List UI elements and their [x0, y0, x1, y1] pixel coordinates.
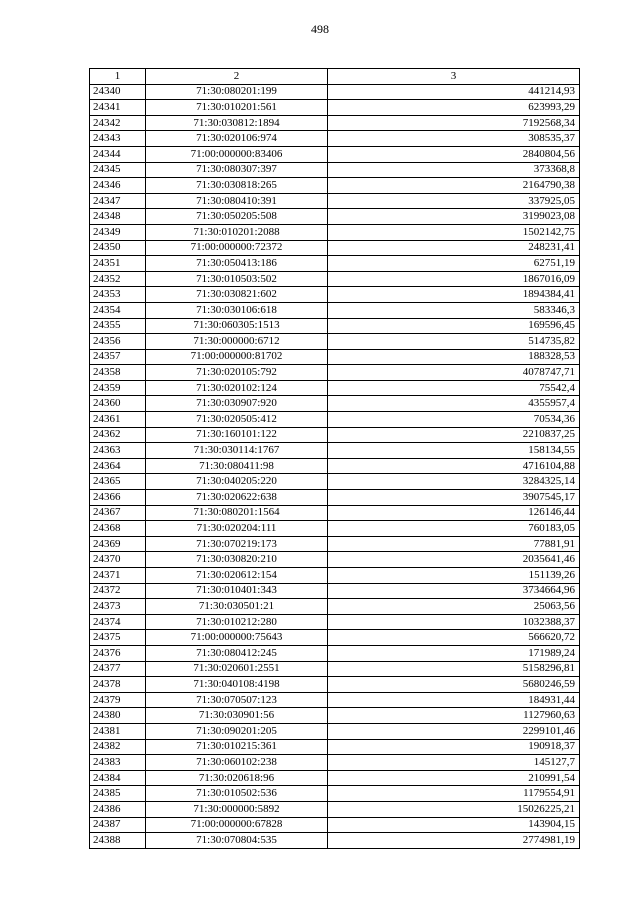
cadastral-number-cell: 71:30:040205:220 [146, 474, 328, 490]
table-row [90, 536, 580, 552]
row-number-cell: 24352 [90, 271, 146, 287]
cadastral-value-cell: 3284325,14 [328, 474, 580, 490]
cadastral-value-cell: 5158296,81 [328, 661, 580, 677]
row-number-cell: 24367 [90, 505, 146, 521]
cadastral-number-cell: 71:00:000000:75643 [146, 630, 328, 646]
table-row [90, 162, 580, 178]
cadastral-number-cell: 71:30:010215:361 [146, 739, 328, 755]
cadastral-number-cell: 71:30:050413:186 [146, 256, 328, 272]
cadastral-value-cell: 75542,4 [328, 380, 580, 396]
row-number-cell: 24387 [90, 817, 146, 833]
row-number-cell: 24350 [90, 240, 146, 256]
cadastral-number-cell: 71:30:020612:154 [146, 568, 328, 584]
cadastral-value-cell: 77881,91 [328, 536, 580, 552]
cadastral-value-cell: 337925,05 [328, 193, 580, 209]
row-number-cell: 24356 [90, 334, 146, 350]
row-number-cell: 24377 [90, 661, 146, 677]
cadastral-number-cell: 71:30:080201:1564 [146, 505, 328, 521]
cadastral-number-cell: 71:30:070507:123 [146, 692, 328, 708]
table-row [90, 474, 580, 490]
cadastral-value-cell: 248231,41 [328, 240, 580, 256]
row-number-cell: 24369 [90, 536, 146, 552]
cadastral-value-cell: 1127960,63 [328, 708, 580, 724]
cadastral-number-cell: 71:30:020622:638 [146, 490, 328, 506]
cadastral-value-cell: 70534,36 [328, 412, 580, 428]
cadastral-value-cell: 151139,26 [328, 568, 580, 584]
cadastral-number-cell: 71:30:020204:111 [146, 521, 328, 537]
cadastral-value-cell: 1179554,91 [328, 786, 580, 802]
cadastral-number-cell: 71:30:030106:618 [146, 302, 328, 318]
row-number-cell: 24359 [90, 380, 146, 396]
table-row [90, 84, 580, 100]
row-number-cell: 24344 [90, 146, 146, 162]
row-number-cell: 24378 [90, 677, 146, 693]
table-row [90, 131, 580, 147]
cadastral-value-cell: 441214,93 [328, 84, 580, 100]
cadastral-value-cell: 7192568,34 [328, 115, 580, 131]
table-row [90, 708, 580, 724]
cadastral-value-cell: 188328,53 [328, 349, 580, 365]
table-row [90, 599, 580, 615]
cadastral-value-cell: 2210837,25 [328, 427, 580, 443]
cadastral-number-cell: 71:30:020102:124 [146, 380, 328, 396]
cadastral-value-cell: 2164790,38 [328, 178, 580, 194]
cadastral-value-cell: 190918,37 [328, 739, 580, 755]
row-number-cell: 24373 [90, 599, 146, 615]
row-number-cell: 24349 [90, 224, 146, 240]
row-number-cell: 24383 [90, 755, 146, 771]
row-number-cell: 24353 [90, 287, 146, 303]
cadastral-value-cell: 583346,3 [328, 302, 580, 318]
row-number-cell: 24386 [90, 801, 146, 817]
cadastral-value-cell: 184931,44 [328, 692, 580, 708]
cadastral-value-cell: 1032388,37 [328, 614, 580, 630]
row-number-cell: 24381 [90, 723, 146, 739]
cadastral-number-cell: 71:30:030901:56 [146, 708, 328, 724]
row-number-cell: 24342 [90, 115, 146, 131]
cadastral-number-cell: 71:30:000000:6712 [146, 334, 328, 350]
table-row [90, 552, 580, 568]
cadastral-number-cell: 71:30:030820:210 [146, 552, 328, 568]
cadastral-number-cell: 71:30:030812:1894 [146, 115, 328, 131]
cadastral-value-cell: 3907545,17 [328, 490, 580, 506]
cadastral-number-cell: 71:30:020505:412 [146, 412, 328, 428]
row-number-cell: 24384 [90, 770, 146, 786]
row-number-cell: 24340 [90, 84, 146, 100]
table-header [90, 69, 580, 85]
table-row [90, 661, 580, 677]
table-row [90, 692, 580, 708]
cadastral-number-cell: 71:30:080412:245 [146, 645, 328, 661]
cadastral-value-cell: 1502142,75 [328, 224, 580, 240]
cadastral-value-cell: 2840804,56 [328, 146, 580, 162]
cadastral-number-cell: 71:30:030907:920 [146, 396, 328, 412]
cadastral-number-cell: 71:30:030818:265 [146, 178, 328, 194]
cadastral-number-cell: 71:00:000000:67828 [146, 817, 328, 833]
cadastral-number-cell: 71:00:000000:83406 [146, 146, 328, 162]
table-body [90, 84, 580, 848]
cadastral-value-cell: 169596,45 [328, 318, 580, 334]
table-row [90, 193, 580, 209]
cadastral-value-cell: 760183,05 [328, 521, 580, 537]
row-number-cell: 24348 [90, 209, 146, 225]
cadastral-number-cell: 71:30:050205:508 [146, 209, 328, 225]
table-row [90, 271, 580, 287]
cadastral-value-cell: 566620,72 [328, 630, 580, 646]
row-number-cell: 24370 [90, 552, 146, 568]
cadastral-number-cell: 71:30:010503:502 [146, 271, 328, 287]
row-number-cell: 24380 [90, 708, 146, 724]
row-number-cell: 24374 [90, 614, 146, 630]
table-row [90, 677, 580, 693]
table-row [90, 302, 580, 318]
row-number-cell: 24382 [90, 739, 146, 755]
table-header-row [90, 69, 580, 85]
row-number-cell: 24379 [90, 692, 146, 708]
cadastral-value-cell: 4716104,88 [328, 458, 580, 474]
cadastral-value-cell: 5680246,59 [328, 677, 580, 693]
cadastral-value-cell: 145127,7 [328, 755, 580, 771]
table-row [90, 100, 580, 116]
table-row [90, 224, 580, 240]
cadastral-value-cell: 143904,15 [328, 817, 580, 833]
row-number-cell: 24345 [90, 162, 146, 178]
cadastral-value-cell: 15026225,21 [328, 801, 580, 817]
cadastral-number-cell: 71:30:000000:5892 [146, 801, 328, 817]
cadastral-number-cell: 71:30:070219:173 [146, 536, 328, 552]
cadastral-number-cell: 71:30:080307:397 [146, 162, 328, 178]
cadastral-value-cell: 25063,56 [328, 599, 580, 615]
cadastral-number-cell: 71:30:030501:21 [146, 599, 328, 615]
cadastral-number-cell: 71:30:020106:974 [146, 131, 328, 147]
cadastral-number-cell: 71:30:080410:391 [146, 193, 328, 209]
cadastral-value-cell: 4078747,71 [328, 365, 580, 381]
table-row [90, 505, 580, 521]
row-number-cell: 24388 [90, 833, 146, 849]
table-row [90, 443, 580, 459]
table-row [90, 365, 580, 381]
table-row [90, 521, 580, 537]
cadastral-number-cell: 71:30:020601:2551 [146, 661, 328, 677]
table-row [90, 146, 580, 162]
cadastral-number-cell: 71:30:080201:199 [146, 84, 328, 100]
table-row [90, 630, 580, 646]
table-row [90, 334, 580, 350]
cadastral-value-cell: 3199023,08 [328, 209, 580, 225]
table-row [90, 723, 580, 739]
row-number-cell: 24354 [90, 302, 146, 318]
cadastral-number-cell: 71:30:090201:205 [146, 723, 328, 739]
row-number-cell: 24371 [90, 568, 146, 584]
table-row [90, 739, 580, 755]
cadastral-number-cell: 71:00:000000:72372 [146, 240, 328, 256]
cadastral-value-cell: 1867016,09 [328, 271, 580, 287]
cadastral-value-cell: 171989,24 [328, 645, 580, 661]
table-row [90, 755, 580, 771]
cadastral-number-cell: 71:30:010201:561 [146, 100, 328, 116]
table-row [90, 786, 580, 802]
row-number-cell: 24368 [90, 521, 146, 537]
row-number-cell: 24346 [90, 178, 146, 194]
table-row [90, 178, 580, 194]
row-number-cell: 24385 [90, 786, 146, 802]
cadastral-number-cell: 71:30:010502:536 [146, 786, 328, 802]
cadastral-value-cell: 4355957,4 [328, 396, 580, 412]
cadastral-value-cell: 373368,8 [328, 162, 580, 178]
cadastral-number-cell: 71:30:040108:4198 [146, 677, 328, 693]
row-number-cell: 24363 [90, 443, 146, 459]
cadastral-value-cell: 2035641,46 [328, 552, 580, 568]
table-row [90, 287, 580, 303]
table-row [90, 801, 580, 817]
cadastral-number-cell: 71:30:060102:238 [146, 755, 328, 771]
table-row [90, 412, 580, 428]
table-row [90, 209, 580, 225]
cadastral-value-cell: 158134,55 [328, 443, 580, 459]
column-header-1: 1 [90, 69, 146, 85]
cadastral-number-cell: 71:00:000000:81702 [146, 349, 328, 365]
table-row [90, 458, 580, 474]
table-row [90, 770, 580, 786]
column-header-2: 2 [146, 69, 328, 85]
cadastral-number-cell: 71:30:010201:2088 [146, 224, 328, 240]
table-row [90, 427, 580, 443]
row-number-cell: 24365 [90, 474, 146, 490]
cadastral-value-cell: 126146,44 [328, 505, 580, 521]
table-row [90, 256, 580, 272]
row-number-cell: 24364 [90, 458, 146, 474]
cadastral-number-cell: 71:30:010401:343 [146, 583, 328, 599]
row-number-cell: 24347 [90, 193, 146, 209]
cadastral-value-cell: 2774981,19 [328, 833, 580, 849]
row-number-cell: 24372 [90, 583, 146, 599]
table-row [90, 645, 580, 661]
table-row [90, 396, 580, 412]
row-number-cell: 24355 [90, 318, 146, 334]
table-row [90, 349, 580, 365]
row-number-cell: 24376 [90, 645, 146, 661]
cadastral-number-cell: 71:30:030114:1767 [146, 443, 328, 459]
cadastral-number-cell: 71:30:020105:792 [146, 365, 328, 381]
row-number-cell: 24366 [90, 490, 146, 506]
row-number-cell: 24375 [90, 630, 146, 646]
table-row [90, 240, 580, 256]
row-number-cell: 24343 [90, 131, 146, 147]
column-header-3: 3 [328, 69, 580, 85]
row-number-cell: 24351 [90, 256, 146, 272]
cadastral-number-cell: 71:30:070804:535 [146, 833, 328, 849]
cadastral-number-cell: 71:30:160101:122 [146, 427, 328, 443]
cadastral-value-cell: 3734664,96 [328, 583, 580, 599]
cadastral-number-cell: 71:30:080411:98 [146, 458, 328, 474]
table-row [90, 318, 580, 334]
cadastral-value-cell: 623993,29 [328, 100, 580, 116]
table-row [90, 115, 580, 131]
table-row [90, 817, 580, 833]
table-row [90, 490, 580, 506]
row-number-cell: 24362 [90, 427, 146, 443]
table-row [90, 833, 580, 849]
page-number: 498 [311, 22, 329, 36]
cadastral-number-cell: 71:30:060305:1513 [146, 318, 328, 334]
cadastral-number-cell: 71:30:030821:602 [146, 287, 328, 303]
cadastral-value-table [89, 68, 580, 849]
row-number-cell: 24360 [90, 396, 146, 412]
cadastral-value-cell: 1894384,41 [328, 287, 580, 303]
cadastral-value-cell: 2299101,46 [328, 723, 580, 739]
cadastral-number-cell: 71:30:020618:96 [146, 770, 328, 786]
cadastral-value-cell: 514735,82 [328, 334, 580, 350]
table-row [90, 583, 580, 599]
row-number-cell: 24361 [90, 412, 146, 428]
table-row [90, 380, 580, 396]
row-number-cell: 24357 [90, 349, 146, 365]
cadastral-number-cell: 71:30:010212:280 [146, 614, 328, 630]
row-number-cell: 24358 [90, 365, 146, 381]
cadastral-value-cell: 210991,54 [328, 770, 580, 786]
row-number-cell: 24341 [90, 100, 146, 116]
cadastral-value-cell: 62751,19 [328, 256, 580, 272]
table-row [90, 568, 580, 584]
cadastral-value-cell: 308535,37 [328, 131, 580, 147]
table-row [90, 614, 580, 630]
